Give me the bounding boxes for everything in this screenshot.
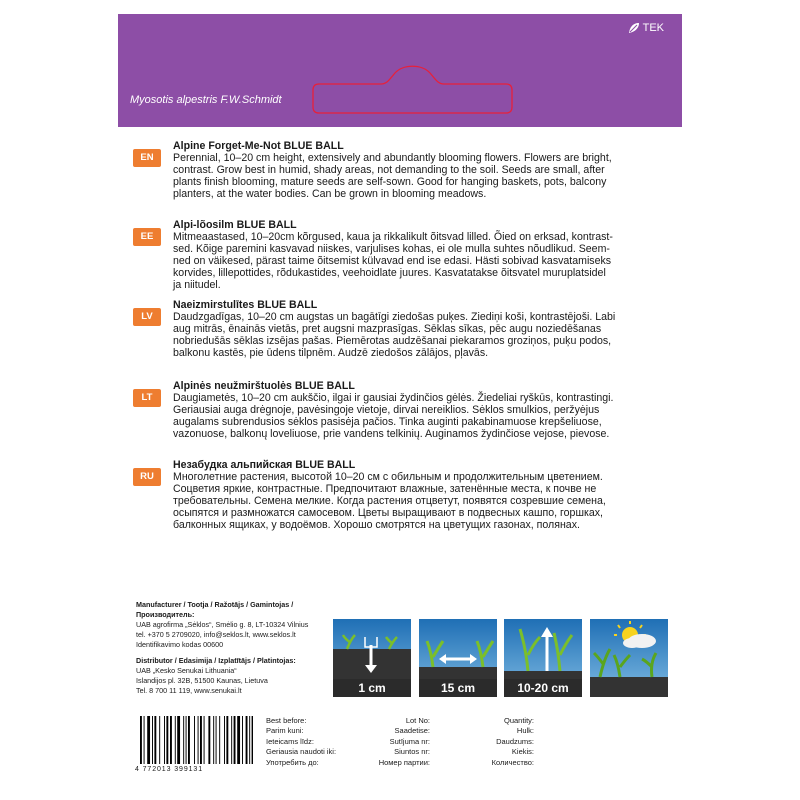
section-line: aug mitrās, ēnainās vietās, pret augsni mazprasīgas. Sēklas sīkas, pēc augu noziedēšanas bbox=[173, 323, 602, 335]
section-line: Daugiametės, 10–20 cm aukščio, ilgai ir gausiai žydinčios gėlės. Žiedeliai ryškūs, kontrastingi. bbox=[173, 392, 614, 404]
field-label: Количество: bbox=[491, 757, 534, 767]
language-tag: LT bbox=[133, 389, 161, 407]
field-label: Daudzums: bbox=[496, 736, 534, 746]
barcode-bar bbox=[237, 716, 240, 764]
barcode-bar bbox=[249, 716, 250, 764]
barcode-bar bbox=[147, 716, 150, 764]
section-line: nobriedušās sēklas izsējas pašas. Piemērotas audzēšanai piekaramos groziņos, puķu podos, bbox=[173, 335, 612, 347]
section-line: Многолетние растения, высотой 10–20 см с обильным и продолжительным цветением. bbox=[173, 471, 603, 483]
section-line: осыпятся и размножатся самосевом. Цветы выращивают в подвесных кашпо, горшках, bbox=[173, 507, 603, 519]
section-line: ned on väikesed, pärast taime õitsemist külvavad end ise edasi. Hästi sobivad kasvatamiseks bbox=[173, 255, 612, 267]
sowing-depth-icon bbox=[333, 619, 411, 697]
section-line: ja niitudel. bbox=[173, 279, 221, 291]
barcode-bar bbox=[144, 716, 145, 764]
lot-number-labels bbox=[346, 716, 430, 768]
section-line: plants finish blooming, mature seeds are self-sown. Good for hanging baskets, pots, balcony bbox=[173, 176, 607, 188]
field-label: Quantity: bbox=[503, 716, 534, 725]
section-text bbox=[173, 380, 681, 440]
section-line: Geriausiai auga drėgnoje, pavėsingoje vietoje, dirvai nereiklios. Sėklos smulkios, peržyėjus bbox=[173, 404, 600, 416]
best-before-labels bbox=[266, 716, 336, 768]
latin-name: Myosotis alpestris F.W.Schmidt bbox=[130, 94, 282, 106]
barcode-bar bbox=[198, 716, 199, 764]
language-tag: EN bbox=[133, 149, 161, 167]
section-line: korvides, lillepottides, rõdukastides, veehoidlate juures. Kasvatatakse õitsvatel muruplatsidel bbox=[173, 267, 606, 279]
section-text bbox=[173, 140, 681, 200]
barcode-bar bbox=[188, 716, 190, 764]
field-label: Ieteicams līdz: bbox=[266, 736, 314, 746]
manufacturer-info bbox=[136, 600, 346, 696]
sun-partial-shade-icon bbox=[590, 619, 668, 697]
barcode-bar bbox=[140, 716, 142, 764]
section-text bbox=[173, 299, 681, 359]
section-line: planters, at the water bodies. Can be grown in blooming meadows. bbox=[173, 188, 487, 200]
barcode-bar bbox=[242, 716, 243, 764]
section-title: Naeizmirstulītes BLUE BALL bbox=[173, 299, 318, 311]
field-label: Saadetise: bbox=[394, 726, 430, 736]
barcode-bar bbox=[246, 716, 248, 764]
field-label: Употребить до: bbox=[266, 757, 319, 767]
section-line: требовательны. Семена мелкие. Когда растения отцветут, появятся созревшие семена, bbox=[173, 495, 606, 507]
header-banner bbox=[118, 14, 682, 127]
field-label: Kiekis: bbox=[511, 747, 534, 757]
barcode-bar bbox=[226, 716, 228, 764]
leaf-icon bbox=[628, 22, 640, 34]
barcode-bar bbox=[224, 716, 225, 764]
depth-label-2: 15 cm bbox=[440, 681, 476, 695]
brand-logo bbox=[628, 22, 664, 34]
section-line: augalams subrendusios sėklos pasisėja pačios. Tinka auginti pakabinamuose krepšeliuose, bbox=[173, 416, 602, 428]
section-title: Alpinės neužmirštuolės BLUE BALL bbox=[173, 380, 355, 392]
barcode-bar bbox=[216, 716, 217, 764]
barcode-bar bbox=[164, 716, 165, 764]
plant-height-icon bbox=[504, 619, 582, 697]
language-tag: EE bbox=[133, 228, 161, 246]
distributor-address: Islandijos pl. 32B, 51500 Kaunas, Lietuva bbox=[136, 676, 268, 685]
field-label: Sutījuma nr: bbox=[389, 736, 430, 746]
section-text bbox=[173, 459, 681, 531]
section-line: Daudzgadīgas, 10–20 cm augstas un bagātīgi ziedošas puķes. Ziediņi koši, kontrastējoši. Labi bbox=[173, 311, 616, 323]
barcode-bar bbox=[175, 716, 176, 764]
barcode-bar bbox=[252, 716, 253, 764]
barcode bbox=[136, 716, 253, 768]
depth-label-3: 10-20 cm bbox=[517, 681, 569, 695]
brand-name: TEK bbox=[642, 22, 664, 34]
section-title: Alpi-lõosilm BLUE BALL bbox=[173, 219, 297, 231]
manufacturer-id: Identifikavimo kodas 00600 bbox=[136, 640, 224, 649]
barcode-bar bbox=[194, 716, 195, 764]
field-label: Lot No: bbox=[405, 716, 430, 725]
section-line: Perennial, 10–20 cm height, extensively and abundantly blooming flowers. Flowers are bright, bbox=[173, 152, 612, 164]
field-label: Best before: bbox=[266, 716, 307, 725]
barcode-bar bbox=[200, 716, 202, 764]
barcode-bar bbox=[183, 716, 184, 764]
barcode-bar bbox=[159, 716, 160, 764]
barcode-bar bbox=[186, 716, 187, 764]
language-tag: LV bbox=[133, 308, 161, 326]
section-line: vazonuose, balkonų loveliuose, prie vandens telkinių. Auginamos žydinčiose vejose, pievose. bbox=[173, 428, 610, 440]
barcode-bar bbox=[170, 716, 172, 764]
field-label: Номер партии: bbox=[378, 757, 430, 767]
barcode-bar bbox=[208, 716, 210, 764]
section-line: sed. Kõige paremini kasvavad niiskes, varjulises kohas, ei ole mulla suhtes nõudlikud. Seem- bbox=[173, 243, 610, 255]
section-title: Незабудка альпийская BLUE BALL bbox=[173, 459, 356, 471]
section-line: балконных ящиках, у водоёмов. Хорошо смотрятся на цветущих газонах, полянах. bbox=[173, 519, 580, 531]
section-title: Alpine Forget-Me-Not BLUE BALL bbox=[173, 140, 344, 152]
field-label: Hulk: bbox=[516, 726, 534, 736]
section-line: contrast. Grow best in humid, shady areas, not demanding to the soil. Seeds are small, after bbox=[173, 164, 605, 176]
field-label: Parim kuni: bbox=[266, 726, 304, 736]
manufacturer-contact: tel. +370 5 2709020, info@seklos.lt, www.seklos.lt bbox=[136, 630, 296, 639]
barcode-bar bbox=[177, 716, 180, 764]
barcode-number: 4 772013 399131 bbox=[135, 766, 203, 773]
distributor-heading: Distributor / Edasimija / Izplatītājs / Platintojas: bbox=[136, 656, 296, 665]
distributor-contact: Tel. 8 700 11 119, www.senukai.lt bbox=[136, 686, 242, 695]
barcode-bar bbox=[213, 716, 214, 764]
manufacturer-name: UAB agrofirma „Sėklos“, Smėlio g. 8, LT-10324 Vilnius bbox=[136, 620, 309, 629]
section-text bbox=[173, 219, 681, 291]
barcode-bar bbox=[234, 716, 236, 764]
section-line: Mitmeaastased, 10–20cm kõrgused, kaua ja rikkalikult õitsvad lilled. Õied on erksad, kontrast- bbox=[173, 231, 613, 243]
depth-label-1: 1 cm bbox=[358, 681, 386, 695]
manufacturer-heading: Manufacturer / Tootja / Ražotājs / Gamintojas / Производитель: bbox=[136, 600, 294, 619]
distributor-name: UAB „Kesko Senukai Lithuania“ bbox=[136, 666, 237, 675]
barcode-bar bbox=[166, 716, 168, 764]
quantity-labels bbox=[460, 716, 534, 768]
field-label: Siuntos nr: bbox=[394, 747, 430, 757]
barcode-bar bbox=[231, 716, 232, 764]
barcode-bar bbox=[152, 716, 153, 764]
barcode-bar bbox=[154, 716, 156, 764]
barcode-bar bbox=[204, 716, 205, 764]
section-line: Соцветия яркие, контрастные. Предпочитают влажные, затенённые места, к почве не bbox=[173, 483, 597, 495]
language-tag: RU bbox=[133, 468, 161, 486]
display-window bbox=[311, 61, 514, 114]
section-line: balkonu kastēs, pie ūdens tilpnēm. Audzē ziedošos zālājos, pļavās. bbox=[173, 347, 489, 359]
field-label: Geriausia naudoti iki: bbox=[266, 747, 337, 757]
barcode-bar bbox=[219, 716, 220, 764]
plant-spacing-icon bbox=[419, 619, 497, 697]
